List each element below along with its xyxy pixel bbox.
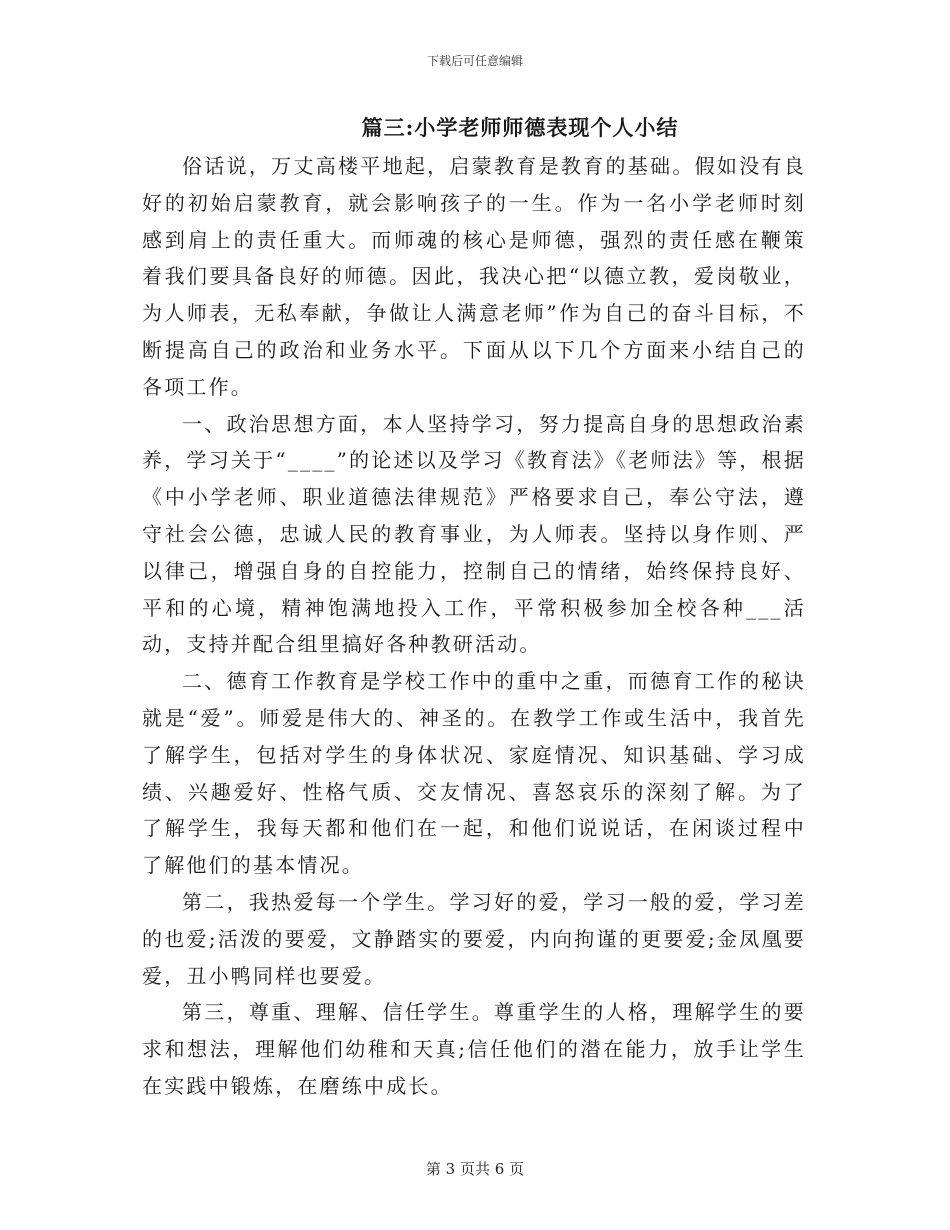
paragraph-political: 一、政治思想方面，本人坚持学习，努力提高自身的思想政治素养，学习关于“____”的论述以及学习《教育法》《老师法》等，根据《中小学老师、职业道德法律规范》严格要求自己，奉公守法，遵守社会公德，忠诚人民的教育事业，为人师表。坚持以身作则、严以律己，增强自身的自控能力，控制自己的情绪，始终保持良好、平和的心境，精神饱满地投入工作，平常积极参加全校各种___活动，支持并配合组里搞好各种教研活动。 <box>142 411 806 657</box>
document-body <box>142 148 806 1105</box>
page-number-footer: 第 3 页共 6 页 <box>425 1160 525 1178</box>
page-header-note: 下载后可任意编辑 <box>426 54 523 68</box>
paragraph-intro: 俗话说，万丈高楼平地起，启蒙教育是教育的基础。假如没有良好的初始启蒙教育，就会影响孩子的一生。作为一名小学老师时刻感到肩上的责任重大。而师魂的核心是师德，强烈的责任感在鞭策着我们要具备良好的师德。因此，我决心把“以德立教，爱岗敬业，为人师表，无私奉献，争做让人满意老师”作为自己的奋斗目标，不断提高自己的政治和业务水平。下面从以下几个方面来小结自己的各项工作。 <box>142 154 806 399</box>
document-title: 篇三:小学老师师德表现个人小结 <box>361 115 679 140</box>
paragraph-moral-education: 二、德育工作教育是学校工作中的重中之重，而德育工作的秘诀就是“爱”。师爱是伟大的、神圣的。在教学工作或生活中，我首先了解学生，包括对学生的身体状况、家庭情况、知识基础、学习成绩、兴趣爱好、性格气质、交友情况、喜怒哀乐的深刻了解。为了了解学生，我每天都和他们在一起，和他们说说话，在闲谈过程中了解他们的基本情况。 <box>142 669 806 878</box>
paragraph-second: 第二，我热爱每一个学生。学习好的爱，学习一般的爱，学习差的也爱;活泼的要爱，文静踏实的要爱，内向拘谨的更要爱;金凤凰要爱，丑小鸭同样也要爱。 <box>142 889 806 988</box>
paragraph-third: 第三，尊重、理解、信任学生。尊重学生的人格，理解学生的要求和想法，理解他们幼稚和天真;信任他们的潜在能力，放手让学生在实践中锻炼，在磨练中成长。 <box>142 1000 806 1098</box>
